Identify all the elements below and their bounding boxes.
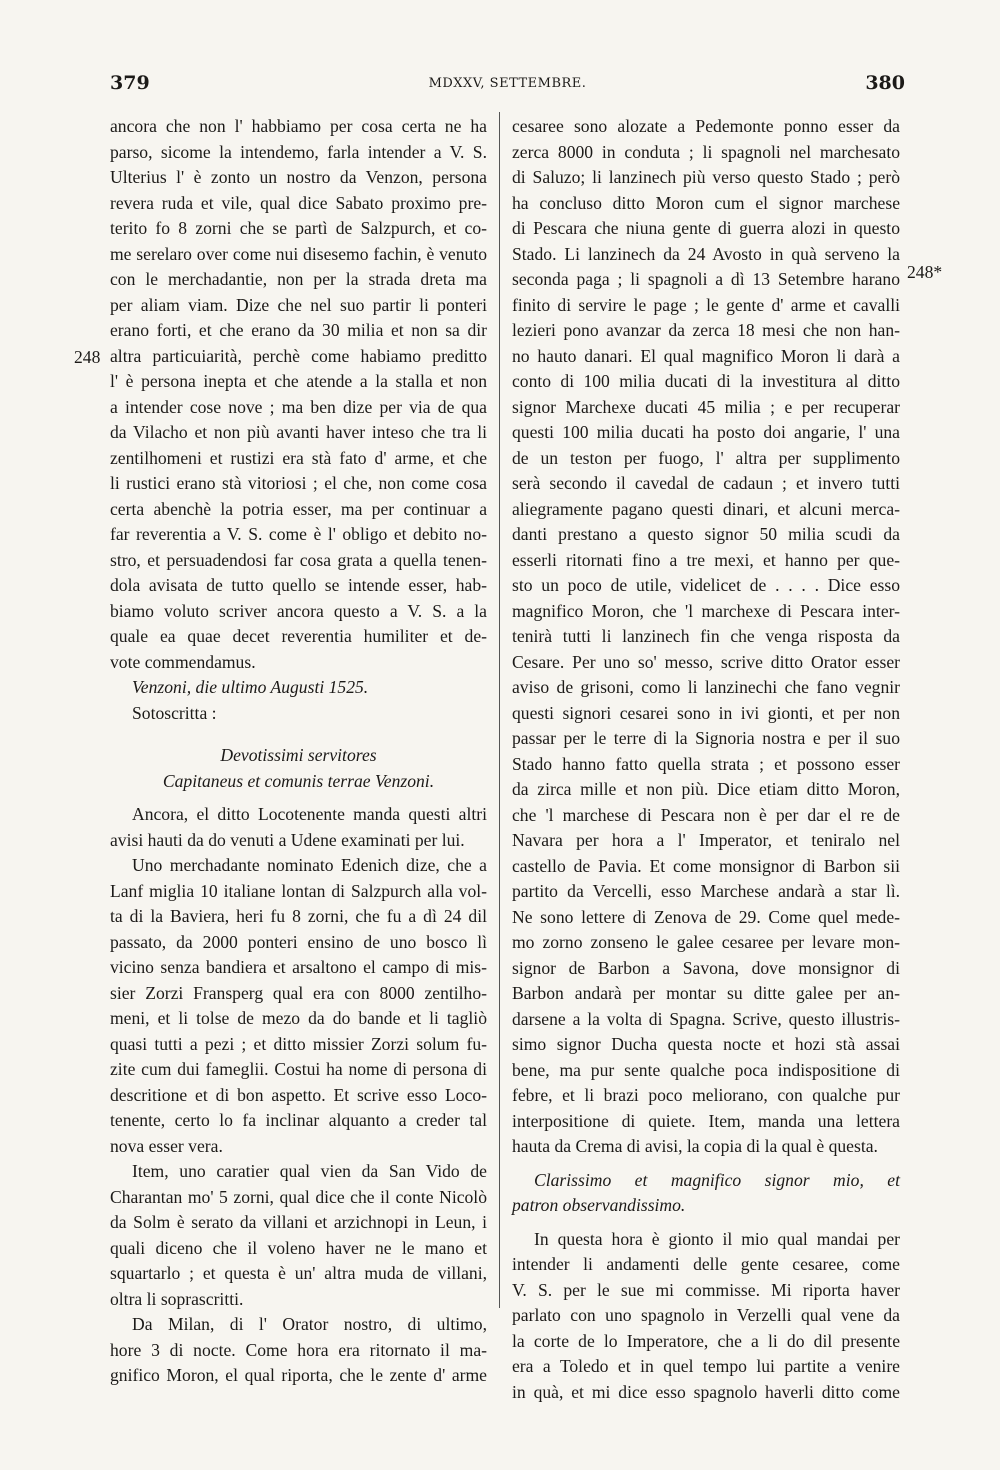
text-line: mo zorno zonseno le galee cesaree per levare mon- bbox=[512, 932, 900, 952]
text-line: Ulterius l' è zonto un nostro da Venzon, persona bbox=[110, 167, 487, 187]
text-line: con le merchadantie, non per la strada dreta ma bbox=[110, 269, 487, 289]
text-line: hore 3 di nocte. Come hora era ritornato il ma- bbox=[110, 1339, 487, 1360]
text-line: conto di 100 milia ducati di la investitura al ditto bbox=[512, 371, 900, 391]
text-line: magnifico Moron, che 'l marchexe di Pescara inter- bbox=[512, 600, 900, 621]
text-line: in quà, et mi dice esso spagnolo haverli ditto come bbox=[512, 1381, 900, 1402]
text-line: passar per le terre di la Signoria nostra e per il suo bbox=[512, 728, 900, 748]
text-line: Ne sono lettere di Zenova de 29. Come quel mede- bbox=[512, 906, 900, 927]
text-line: per aliam viam. Dize che nel suo partir li ponteri bbox=[110, 294, 487, 315]
text-line: revera ruda et vile, qual dice Sabato proximo pre- bbox=[110, 192, 487, 213]
text-line: hauta da Crema di avisi, la copia di la qual è questa. bbox=[512, 1136, 878, 1156]
text-line: Lanf miglia 10 italiane lontan di Salzpurch alla vol- bbox=[110, 880, 487, 901]
text-line: Item, uno caratier qual vien da San Vido de bbox=[132, 1161, 487, 1181]
text-line: Charantan mo' 5 zorni, qual dice che il conte Nicolò bbox=[110, 1186, 487, 1207]
text-line: stro, et persuadendosi far cosa grata a quella tenen- bbox=[110, 549, 487, 570]
text-line: l' è persona inepta et che atende a la stalla et non bbox=[110, 371, 487, 391]
right-column-text bbox=[512, 114, 900, 1405]
text-line: oltra li soprascritti. bbox=[110, 1288, 244, 1309]
text-line: patron observandissimo. bbox=[512, 1195, 686, 1215]
text-line: da Solm è serato da villani et arzichnopi in Leun, i bbox=[110, 1212, 487, 1232]
text-line: da zirca mille et non più. Dice etiam ditto Moron, bbox=[512, 779, 900, 799]
page-header bbox=[110, 72, 905, 102]
text-line: questi 100 milia ducati ha posto doi angarie, l' una bbox=[512, 422, 900, 442]
text-line: li rustici erano stà vitoriosi ; el che, non come cosa bbox=[110, 473, 487, 493]
text-line: ancora che non l' habbiamo per cosa certa ne ha bbox=[110, 116, 487, 136]
text-line: de un teston per fuogo, l' altra per supplimento bbox=[512, 447, 900, 468]
text-line: vicino senza bandiera et arsaltono el campo di mis- bbox=[110, 957, 487, 977]
text-line: no hauto danari. El qual magnifico Moron li darà a bbox=[512, 345, 900, 366]
text-line: quale ea quae decet reverentia humiliter et de- bbox=[110, 626, 487, 646]
text-line: che 'l marchese di Pescara non è per dar el re de bbox=[512, 804, 900, 825]
text-line: di Saluzo; li lanzinech più verso questo Stado ; però bbox=[512, 167, 900, 187]
text-line: Da Milan, di l' Orator nostro, di ultimo, bbox=[132, 1314, 487, 1334]
left-margin-note: 248 bbox=[74, 347, 101, 367]
text-line: descritione et di bon aspetto. Et scrive esso Loco- bbox=[110, 1084, 487, 1105]
text-line: simo signor Ducha questa nocte et hozi stà assai bbox=[512, 1034, 900, 1054]
right-margin-note: 248* bbox=[907, 262, 943, 282]
text-line: Capitaneus et comunis terrae Venzoni. bbox=[162, 770, 435, 791]
text-line: Uno merchadante nominato Edenich dize, che a bbox=[132, 855, 487, 875]
text-line: interpositione di quiete. Item, manda una lettera bbox=[512, 1110, 900, 1131]
text-line: meni, et li tolse de mezo da do bande et li tagliò bbox=[110, 1008, 487, 1028]
left-page-number: 379 bbox=[110, 72, 150, 94]
text-line: castello de Pavia. Et come monsignor di Barbon sii bbox=[512, 855, 900, 876]
text-line: darsene a la volta di Spagna. Scrive, questo illustris- bbox=[512, 1008, 900, 1029]
text-line: danti prestano a questo signor 50 milia scudi da bbox=[512, 524, 900, 544]
text-line: zentilhomeni et rustizi era stà fato d' arme, et che bbox=[110, 447, 487, 468]
text-line: seconda paga ; li spagnoli a dì 13 Setembre harano bbox=[512, 269, 900, 289]
text-line: ta di la Baviera, heri fu 8 zorni, che fu a dì 24 dil bbox=[110, 906, 487, 926]
paragraph-gap bbox=[110, 794, 487, 802]
text-line: quali diceno che il voleno haver ne le mano et bbox=[110, 1237, 487, 1258]
text-line: parlato con uno spagnolo in Verzelli qual vene da bbox=[512, 1305, 900, 1325]
text-line: cesaree sono alozate a Pedemonte ponno esser da bbox=[512, 116, 900, 136]
paragraph-gap bbox=[512, 1160, 900, 1168]
text-line: avisi hauti da do venuti a Udene examinati per lui. bbox=[110, 829, 465, 850]
text-line: Ancora, el ditto Locotenente manda questi altri bbox=[132, 804, 487, 824]
paragraph-gap bbox=[110, 726, 487, 743]
text-line: Stado hanno fatto quella strata ; et possono esser bbox=[512, 753, 900, 774]
text-line: signor de Barbon a Savona, dove monsignor di bbox=[512, 957, 900, 978]
text-line: sto un poco de utile, videlicet de . . . . Dice esso bbox=[512, 575, 900, 595]
text-line: era a Toledo et in quel tempo lui partite a venire bbox=[512, 1356, 900, 1376]
text-line: erano forti, et che erano da 30 milia et non sa dir bbox=[110, 320, 487, 340]
text-line: V. S. per le sue mi commisse. Mi riporta haver bbox=[512, 1279, 900, 1300]
text-line: partito da Vercelli, esso Marchese andarà a star lì. bbox=[512, 881, 900, 901]
text-line: tenirà tutti li lanzinech fin che venga risposta da bbox=[512, 626, 900, 646]
text-line: terito fo 8 zorni che se partì de Salzpurch, et co- bbox=[110, 218, 487, 238]
text-line: me serelaro over come nui disesemo fachin, è venuto bbox=[110, 243, 487, 264]
text-line: dola avisata de tutto quello se intende esser, hab- bbox=[110, 575, 487, 595]
text-line: gnifico Moron, el qual riporta, che le zente d' arme bbox=[110, 1365, 487, 1385]
text-line: Navara per hora a l' Imperator, et teniralo nel bbox=[512, 830, 900, 850]
text-line: questi signori cesarei sono in ivi gionti, et per non bbox=[512, 702, 900, 723]
text-line: far reverentia a V. S. come è l' obligo et debito no- bbox=[110, 524, 487, 544]
text-line: febre, et li brazi poco meliorano, con qualche pur bbox=[512, 1085, 900, 1105]
text-line: intender li andamenti delle gente cesaree, come bbox=[512, 1254, 900, 1274]
text-line: aviso de grisoni, como li lanzinechi che fano vegnir bbox=[512, 677, 900, 697]
text-line: vote commendamus. bbox=[110, 651, 256, 672]
text-line: aliegramente pagano questi dinari, et alcuni merca- bbox=[512, 498, 900, 519]
paragraph-gap bbox=[512, 1219, 900, 1227]
text-line: Clarissimo et magnifico signor mio, et bbox=[534, 1169, 900, 1190]
running-title: MDXXV, SETTEMBRE. bbox=[428, 76, 587, 91]
text-line: finito di servire le page ; le gente d' arme et cavalli bbox=[512, 294, 900, 315]
text-line: la corte de lo Imperatore, che a li do dil presente bbox=[512, 1330, 900, 1351]
right-page-number: 380 bbox=[865, 72, 905, 94]
text-line: biamo voluto scriver ancora questo a V. S. a la bbox=[110, 600, 487, 621]
text-line: Stado. Li lanzinech da 24 Avosto in quà serveno la bbox=[512, 243, 900, 264]
text-line: a intender cose nove ; ma ben dize per via de qua bbox=[110, 396, 487, 417]
text-line: tenente, certo lo fa inclinar alquanto a creder tal bbox=[110, 1110, 487, 1130]
text-line: da Vilacho et non più avanti haver inteso che tra li bbox=[110, 422, 487, 442]
text-line: Barbon andarà per montar su ditte galee per an- bbox=[512, 983, 900, 1003]
text-line: bene, ma pur sente qualche poca indispositione di bbox=[512, 1059, 900, 1080]
text-line: certa abenchè la potria esser, ma per continuar a bbox=[110, 498, 487, 519]
text-line: Cesare. Per uno so' messo, scrive ditto Orator esser bbox=[512, 651, 900, 672]
text-line: lezieri pono avanzar da zerca 18 mesi che non han- bbox=[512, 320, 900, 340]
text-line: In questa hora è gionto il mio qual mandai per bbox=[534, 1228, 900, 1249]
text-line: sier Zorzi Fransperg qual era con 8000 zentilho- bbox=[110, 982, 487, 1003]
text-line: Sotoscritta : bbox=[132, 702, 217, 723]
text-line: esserli ritornati fino a tre mexi, et hanno per que- bbox=[512, 549, 900, 570]
text-line: signor Marchexe ducati 45 milia ; e per recuperar bbox=[512, 396, 900, 417]
left-column-text bbox=[110, 114, 487, 1389]
text-line: quasi tutti a pezi ; et ditto missier Zorzi solum fu- bbox=[110, 1033, 487, 1054]
text-line: squartarlo ; et questa è un' altra muda de villani, bbox=[110, 1263, 487, 1283]
column-divider bbox=[499, 112, 500, 1308]
text-line: di Pescara che niuna gente di guerra alozi in questo bbox=[512, 218, 900, 238]
text-line: zerca 8000 in conduta ; li spagnoli nel marchesato bbox=[512, 141, 900, 162]
text-line: Devotissimi servitores bbox=[220, 745, 377, 765]
text-line: zite cum dui fameglii. Costui ha nome di persona di bbox=[110, 1059, 487, 1079]
text-line: parso, sicome la intendemo, farla intender a V. S. bbox=[110, 141, 487, 162]
text-line: altra particuiarità, perchè come habiamo preditto bbox=[110, 345, 487, 366]
text-line: ha concluso ditto Moron cum el signor marchese bbox=[512, 192, 900, 213]
text-line: Venzoni, die ultimo Augusti 1525. bbox=[132, 677, 369, 697]
text-line: nova esser vera. bbox=[110, 1135, 223, 1156]
text-line: passato, da 2000 ponteri ensino de uno bosco lì bbox=[110, 931, 487, 952]
text-line: serà secondo il cavedal de cadaun ; et invero tutti bbox=[512, 473, 900, 493]
